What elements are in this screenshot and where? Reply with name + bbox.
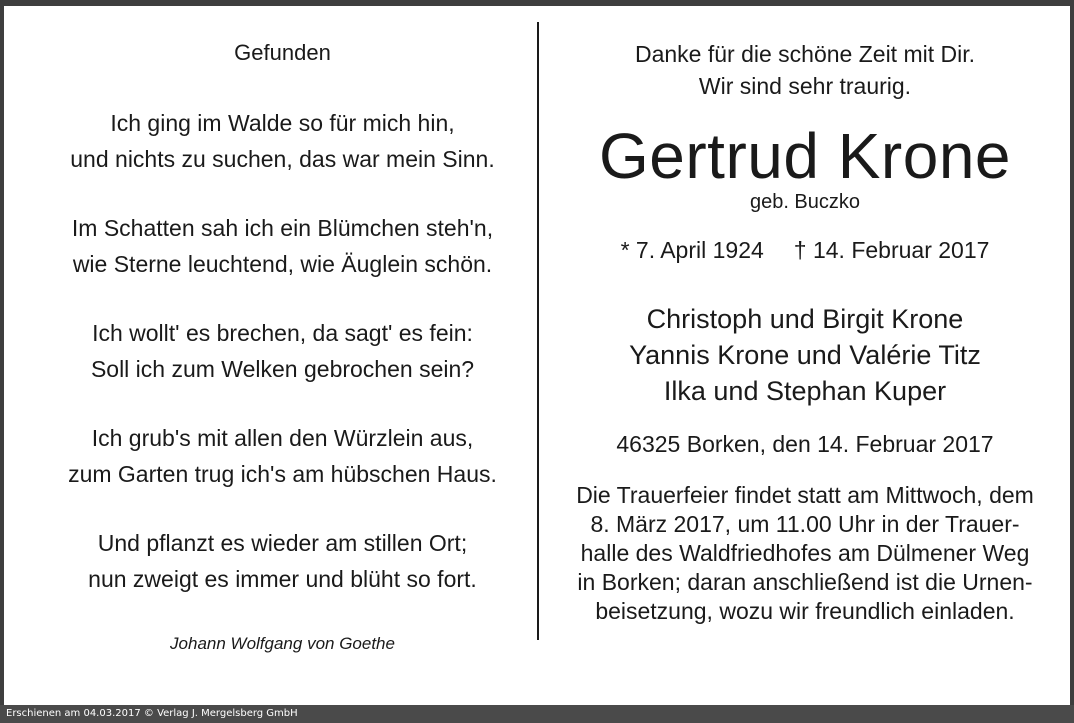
poem-line: Ich wollt' es brechen, da sagt' es fein: bbox=[92, 320, 473, 346]
funeral-info-line: in Borken; daran anschließend ist die Urnen- bbox=[577, 569, 1033, 595]
birth-date: * 7. April 1924 bbox=[620, 237, 764, 263]
poem-column bbox=[30, 38, 535, 630]
birth-name: geb. Buczko bbox=[749, 191, 861, 213]
column-divider bbox=[537, 22, 539, 640]
funeral-info-line: Die Trauerfeier findet statt am Mittwoch, dem bbox=[576, 482, 1034, 508]
death-date: † 14. Februar 2017 bbox=[793, 237, 990, 263]
mourner-line: Yannis Krone und Valérie Titz bbox=[629, 340, 981, 370]
poem-stanza-1 bbox=[30, 105, 535, 177]
poem-line: Im Schatten sah ich ein Blümchen steh'n, bbox=[71, 215, 494, 241]
funeral-info-line: halle des Waldfriedhofes am Dülmener Weg bbox=[580, 540, 1030, 566]
poem-line: Ich ging im Walde so für mich hin, bbox=[110, 110, 455, 136]
deceased-name: Gertrud Krone bbox=[598, 120, 1012, 192]
notice-column bbox=[545, 38, 1065, 626]
poem-line: Soll ich zum Welken gebrochen sein? bbox=[90, 356, 475, 382]
poem-title: Gefunden bbox=[234, 40, 331, 65]
poem-line: und nichts zu suchen, das war mein Sinn. bbox=[70, 146, 495, 172]
poem-stanza-2 bbox=[30, 210, 535, 282]
poem-line: zum Garten trug ich's am hübschen Haus. bbox=[68, 461, 497, 487]
mourners bbox=[545, 301, 1065, 409]
poem-line: wie Sterne leuchtend, wie Äuglein schön. bbox=[72, 251, 493, 277]
motto-line: Wir sind sehr traurig. bbox=[698, 73, 912, 99]
poem-line: Ich grub's mit allen den Würzlein aus, bbox=[91, 425, 474, 451]
funeral-info-line: beisetzung, wozu wir freundlich einladen. bbox=[595, 598, 1015, 624]
poem-stanza-4 bbox=[30, 420, 535, 492]
mourner-line: Ilka und Stephan Kuper bbox=[663, 376, 947, 406]
place-and-date bbox=[545, 429, 1065, 459]
poem-line: nun zweigt es immer und blüht so fort. bbox=[88, 566, 477, 592]
motto-line: Danke für die schöne Zeit mit Dir. bbox=[634, 41, 976, 67]
motto bbox=[545, 38, 1065, 102]
poem-stanza-3 bbox=[30, 315, 535, 387]
mourner-line: Christoph und Birgit Krone bbox=[646, 304, 964, 334]
life-dates bbox=[545, 235, 1065, 265]
place-date-line: 46325 Borken, den 14. Februar 2017 bbox=[616, 431, 994, 457]
publication-footer: Erschienen am 04.03.2017 © Verlag J. Mergelsberg GmbH bbox=[0, 705, 1074, 723]
funeral-info bbox=[545, 481, 1065, 626]
poem-author: Johann Wolfgang von Goethe bbox=[170, 634, 395, 653]
poem-line: Und pflanzt es wieder am stillen Ort; bbox=[97, 530, 468, 556]
poem-stanza-5 bbox=[30, 525, 535, 597]
funeral-info-line: 8. März 2017, um 11.00 Uhr in der Trauer- bbox=[590, 511, 1020, 537]
